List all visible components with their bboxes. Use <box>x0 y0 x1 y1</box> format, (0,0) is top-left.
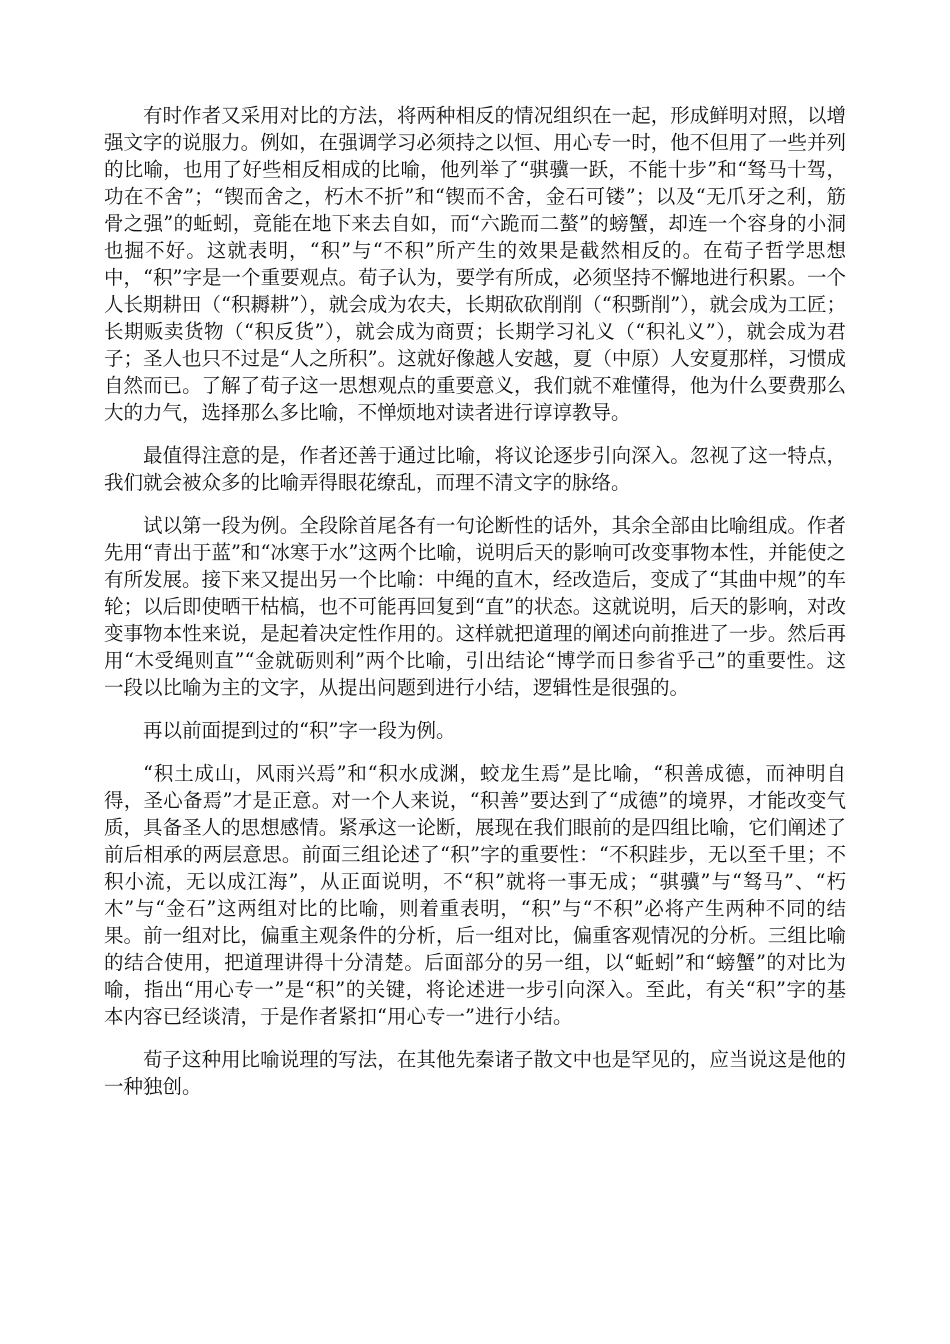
paragraph-deepening: 最值得注意的是，作者还善于通过比喻，将议论逐步引向深入。忽视了这一特点，我们就会被众多的比喻弄得眼花缭乱，而理不清文字的脉络。 <box>104 444 846 494</box>
paragraph-contrast: 有时作者又采用对比的方法，将两种相反的情况组织在一起，形成鲜明对照，以增强文字的说服力。例如，在强调学习必须持之以恒、用心专一时，他不但用了一些并列的比喻，也用了好些相反相成的比喻，他列举了“骐骥一跃，不能十步”和“驽马十驾，功在不舍”；“锲而舍之，朽木不折”和“锲而不舍，金石可镂”；以及“无爪牙之利，筋骨之强”的蚯蚓，竟能在地下来去自如，而“六跪而二螯”的螃蟹，却连一个容身的小洞也掘不好。这就表明，“积”与“不积”所产生的效果是截然相反的。在荀子哲学思想中，“积”字是一个重要观点。荀子认为，要学有所成，必须坚持不懈地进行积累。一个人长期耕田（“积耨耕”），就会成为农夫，长期砍砍削削（“积斲削”），就会成为工匠；长期贩卖货物（“积反货”），就会成为商贾；长期学习礼义（“积礼义”），就会成为君子；圣人也只不过是“人之所积”。这就好像越人安越，夏（中原）人安夏那样，习惯成自然而已。了解了荀子这一思想观点的重要意义，我们就不难懂得，他为什么要费那么大的力气，选择那么多比喻，不惮烦地对读者进行谆谆教导。 <box>104 104 846 424</box>
paragraph-conclusion: 荀子这种用比喻说理的写法，在其他先秦诸子散文中也是罕见的，应当说这是他的一种独创。 <box>104 1048 846 1098</box>
paragraph-ji-intro: 再以前面提到过的“积”字一段为例。 <box>143 719 456 742</box>
document-page <box>104 102 846 1116</box>
paragraph-first-section-example: 试以第一段为例。全段除首尾各有一句论断性的话外，其余全部由比喻组成。作者先用“青出于蓝”和“冰寒于水”这两个比喻，说明后天的影响可改变事物本性，并能使之有所发展。接下来又提出另一个比喻：中绳的直木，经改造后，变成了“其曲中规”的车轮；以后即使晒干枯槁，也不可能再回复到“直”的状态。这就说明，后天的影响，对改变事物本性来说，是起着决定性作用的。这样就把道理的阐述向前推进了一步。然后再用“木受绳则直”“金就砺则利”两个比喻，引出结论“博学而日参省乎己”的重要性。这一段以比喻为主的文字，从提出问题到进行小结，逻辑性是很强的。 <box>104 514 846 699</box>
paragraph-ji-analysis: “积土成山，风雨兴焉”和“积水成渊，蛟龙生焉”是比喻，“积善成德，而神明自得，圣心备焉”才是正意。对一个人来说，“积善”要达到了“成德”的境界，才能改变气质，具备圣人的思想感情。紧承这一论断，展现在我们眼前的是四组比喻，它们阐述了前后相承的两层意思。前面三组论述了“积”字的重要性：“不积跬步，无以至千里；不积小流，无以成江海”，从正面说明，不“积”就将一事无成；“骐骥”与“驽马”、“朽木”与“金石”这两组对比的比喻，则着重表明，“积”与“不积”必将产生两种不同的结果。前一组对比，偏重主观条件的分析，后一组对比，偏重客观情况的分析。三组比喻的结合使用，把道理讲得十分清楚。后面部分的另一组，以“蚯蚓”和“螃蟹”的对比为喻，指出“用心专一”是“积”的关键，将论述进一步引向深入。至此，有关“积”字的基本内容已经谈清，于是作者紧扣“用心专一”进行小结。 <box>104 762 846 1028</box>
